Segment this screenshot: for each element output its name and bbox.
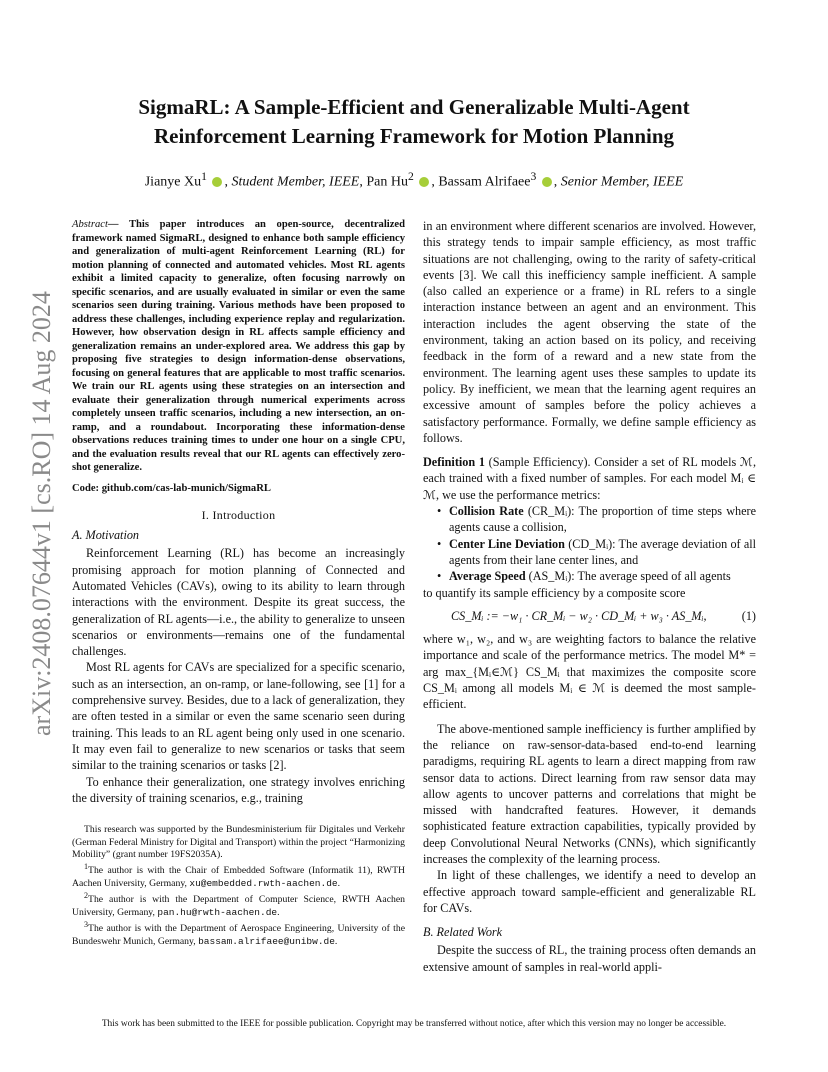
author-2-sup: 2 (408, 170, 414, 183)
paragraph: To enhance their generalization, one strategy involves enriching the diversity of training scenarios, e.g., training (72, 774, 405, 805)
footnotes (72, 824, 405, 948)
abstract-text: — This paper introduces an open-source, decentralized framework named SigmaRL, designed to enhance both sample efficiency and generalization of multi-agent Reinforcement Learning (RL) for motion planning of connected and automated vehicles. Most RL agents exhibit a limited capacity to generalize, often focusing narrowly on specific scenarios, and are usually evaluated in similar or even the same scenarios seen during training. Various methods have been proposed to address these challenges, including experience replay and regularization. However, how observation design in RL affects sample efficiency and generalization remains an under-explored area. We address this gap by proposing five strategies to design information-dense observations, focusing on general features that are applicable to most traffic scenarios. We train our RL agents using these strategies on an intersection and evaluate their generalization through numerical experiments across completely unseen traffic scenarios, including a new intersection, an on-ramp, and a roundabout. Incorporating these information-dense observations reduces training times to under one hour on a single CPU, and the evaluation results reveal that our RL agents can effectively zero-shot generalize. (72, 219, 405, 473)
definition-block (423, 454, 756, 712)
paragraph: The above-mentioned sample inefficiency is further amplified by the reliance on raw-sensor-data-based end-to-end learning paradigms, requiring RL agents to learn a direct mapping from raw sensor data to actions. Direct learning from raw sensor data may allow agents to uncover patterns and correlations that might be missed with handcrafted features. However, it demands sophisticated feature extraction capabilities, typically provided by deep Convolutional Neural Networks (CNNs), which significantly increases the complexity of the learning process. (423, 721, 756, 866)
author-1-name: Jianye Xu (144, 174, 202, 190)
left-column (72, 218, 405, 949)
footnote-2: $^2$The author is with the Department of Computer Science, RWTH Aachen University, Germany, pan.hu@rwth-aachen.de. (72, 891, 405, 919)
equation-number: (1) (741, 608, 756, 623)
arxiv-stamp (22, 240, 58, 740)
paragraph: Despite the success of RL, the training process often demands an extensive amount of samples in real-world appli- (423, 943, 756, 974)
abstract-label: Abstract (72, 219, 108, 230)
definition-closing: where w₁, w₂, and w₃ are weighting factors to balance the relative importance and scale of the performance metrics. The model M* = arg max_{Mᵢ∈ℳ} CS_Mᵢ that maximizes the composite score CS_Mᵢ among all models Mᵢ ∈ ℳ is deemed the most sample-efficient. (423, 632, 756, 712)
paragraph: in an environment where different scenarios are involved. However, this strategy tends to impair sample efficiency, as most traffic situations are not challenging, owing to the rarity of safety-critical events [3]. We call this inefficiency sample inefficient. A sample (also called an experience or a frame) in RL refers to a single interaction instance between an agent and an environment. This interaction includes the agent observing the state of the environment, taking an action based on its policy, and receiving feedback in the form of a reward and a new state from the environment. The learning agent uses these samples to update its policy. By inefficient, we mean that the learning agent requires an excessive amount of samples before the policy achieves a satisfactory performance. Formally, we define sample efficiency as follows. (423, 219, 756, 445)
paragraph: Reinforcement Learning (RL) has become an increasingly promising approach for motion planning of Connected and Automated Vehicles (CAVs), owing to its ability to learn through interactions with the environment. Despite its great success, the generalization of RL agents—i.e., the ability to generalize to unseen scenarios or environments—remains one of the fundamental challenges. (72, 546, 405, 659)
orcid-icon[interactable] (419, 177, 429, 187)
metric-list (423, 503, 756, 584)
definition-intro: (Sample Efficiency). Consider a set of RL models ℳ, each trained with a fixed number of samples. For each model Mᵢ ∈ ℳ, we use the performance metrics: (423, 455, 757, 502)
paragraph: Most RL agents for CAVs are specialized for a specific scenario, such as an intersection, an on-ramp, or lane-following, see [1] for a comprehensive survey. Besides, due to a lack of generalization, they are often tested in a similar or even the same scenario seen during training. This leads to an RL agent being only used in one scenario. It may even fail to generalize to new scenarios or tasks that seem similar to the training scenarios or tasks [2]. (72, 660, 405, 773)
metric-name: Average Speed (449, 569, 526, 584)
subsection-heading: B. Related Work (423, 925, 503, 940)
footnote-2-sup: 2 (84, 891, 89, 901)
definition-after: to quantify its sample efficiency by a composite score (423, 585, 686, 600)
author-1-role: Student Member, IEEE (231, 174, 360, 190)
footnote-1-sup: 1 (84, 862, 89, 872)
footnote-1: $^1$The author is with the Chair of Embedded Software (Informatik 11), RWTH Aachen University, Germany, xu@embedded.rwth-aachen.de. (72, 862, 405, 889)
author-2-name: Pan Hu (366, 174, 408, 190)
code-link[interactable]: Code: github.com/cas-lab-munich/SigmaRL (72, 482, 271, 494)
author-3-sup: 3 (530, 170, 537, 183)
footnote-3-email[interactable]: bassam.alrifaee@unibw.de (198, 936, 335, 948)
list-item (449, 536, 756, 569)
definition-label: Definition 1 (423, 455, 485, 470)
abstract (72, 218, 405, 475)
subsection-heading: A. Motivation (72, 528, 140, 543)
list-item (449, 568, 756, 584)
paragraph: In light of these challenges, we identify a need to develop an effective approach toward sample-efficient and generalizable RL for CAVs. (423, 868, 756, 915)
metric-name: Center Line Deviation (449, 536, 565, 551)
footnote-3-sup: 3 (84, 920, 89, 930)
paper-title (60, 93, 768, 151)
orcid-icon[interactable] (542, 177, 552, 187)
metric-desc: (CR_Mᵢ): The proportion of time steps where agents cause a collision, (449, 504, 756, 535)
author-1-sup: 1 (201, 170, 207, 183)
arxiv-stamp-text: arXiv:2408.07644v1 [cs.RO] 14 Aug 2024 (27, 291, 56, 736)
section-heading: I. Introduction (201, 507, 276, 522)
right-column (423, 218, 756, 975)
footnote-2-text: The author is with the Department of Computer Science, RWTH Aachen University, Germany, (72, 894, 405, 919)
equation-body: CS_Mᵢ := −w₁ · CR_Mᵢ − w₂ · CD_Mᵢ + w₃ · AS_Mᵢ, (451, 608, 707, 623)
title-line-1: SigmaRL: A Sample-Efficient and Generalizable Multi-Agent (138, 95, 690, 119)
author-3-role: Senior Member, IEEE (560, 174, 684, 190)
footnote-2-email[interactable]: pan.hu@rwth-aachen.de (157, 907, 278, 919)
metric-desc: (AS_Mᵢ): The average speed of all agents (528, 569, 731, 584)
title-line-2: Reinforcement Learning Framework for Motion Planning (153, 124, 675, 148)
footnote-1-text: The author is with the Chair of Embedded Software (Informatik 11), RWTH Aachen University, Germany, (72, 865, 405, 889)
author-list: Jianye Xu$^1$ , Student Member, IEEE, Pan Hu$^2$ , Bassam Alrifaee$^3$ , Senior Member, IEEE (144, 170, 684, 190)
metric-name: Collision Rate (449, 504, 524, 519)
equation-1 (423, 601, 756, 631)
copyright-note: This work has been submitted to the IEEE for possible publication. Copyright may be transferred without notice, after which this version may no longer be accessible. (101, 1019, 727, 1029)
footnote-1-email[interactable]: xu@embedded.rwth-aachen.de (189, 878, 338, 889)
metric-desc: (CD_Mᵢ): The average deviation of all agents from their lane center lines, and (449, 536, 757, 567)
footnote-3-text: The author is with the Department of Aerospace Engineering, University of the Bundeswehr Munich, Germany, (72, 923, 405, 948)
footnote-funding: This research was supported by the Bundesministerium für Digitales und Verkehr (German Federal Ministry for Digital and Transport) within the project “Harmonizing Mobility” (grant number 19FS2035A). (72, 824, 405, 860)
list-item (449, 503, 756, 536)
orcid-icon[interactable] (212, 177, 222, 187)
author-3-name: Bassam Alrifaee (438, 174, 531, 190)
footnote-3: $^3$The author is with the Department of Aerospace Engineering, University of the Bundeswehr Munich, Germany, bassam.alrifaee@unibw.de. (72, 920, 405, 948)
